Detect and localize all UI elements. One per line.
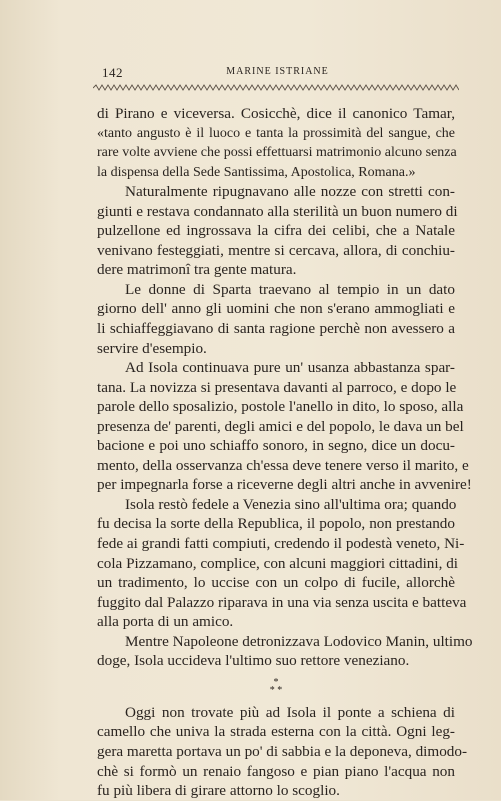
text-line: un tradimento, lo uccise con un colpo di fucile, allorchè xyxy=(97,574,455,592)
text-line: la dispensa della Sede Santissima, Apostolica, Romana.» xyxy=(97,164,416,180)
running-head: MARINE ISTRIANE xyxy=(226,66,329,77)
text-line: fu decisa la sorte della Republica, il popolo, non prestando xyxy=(97,515,455,533)
text-line: Le donne di Sparta traevano al tempio in un dato xyxy=(125,280,455,298)
text-line: Naturalmente ripugnavano alle nozze con stretti con- xyxy=(125,183,455,201)
text-line: Mentre Napoleone detronizzava Lodovico Manin, ultimo xyxy=(125,632,473,650)
text-line: per impegnarla forse a riceverne degli altri anche in avvenire! xyxy=(97,476,472,494)
text-line: dere matrimonî tra gente matura. xyxy=(97,261,297,279)
text-line: mento, della osservanza ch'essa deve tenere verso il marito, e xyxy=(97,456,469,474)
text-line: di Pirano e viceversa. Cosicchè, dice il canonico Tamar, xyxy=(97,105,455,122)
text-line: doge, Isola uccideva l'ultimo suo rettore veneziano. xyxy=(97,652,410,670)
page-number: 142 xyxy=(102,65,123,80)
page-header xyxy=(90,65,465,83)
text-line: servire d'esempio. xyxy=(97,339,207,357)
asterism-top: * xyxy=(273,676,279,688)
section-asterism xyxy=(97,671,455,703)
text-line: parole dello sposalizio, postole l'anello in dito, lo sposo, alla xyxy=(97,398,464,416)
text-line: pulzellone ed ingrossava la cifra dei celibi, che a Natale xyxy=(97,222,455,240)
text-line: fede ai grandi fatti compiuti, credendo il podestà veneto, Ni- xyxy=(97,535,465,553)
text-line: «tanto angusto è il luoco e tanta la prossimità del sangue, che xyxy=(97,125,455,141)
text-line: camello che univa la strada esterna con la città. Ogni leg- xyxy=(97,723,455,741)
text-line: gera maretta portava un po' di sabbia e la deponeva, dimodo- xyxy=(97,742,468,760)
body-text xyxy=(97,104,473,801)
text-line: presenza de' parenti, degli amici e del popolo, le dava un bel xyxy=(97,417,464,435)
text-line: fuggito dal Palazzo riparava in una via senza uscita e batteva xyxy=(97,593,467,611)
text-line: chè si formò un renaio fangoso e pian piano l'acqua non xyxy=(97,762,455,780)
text-line: fu più libera di girare attorno lo scoglio. xyxy=(97,782,340,800)
text-line: Ad Isola continuava pure un' usanza abbastanza spar- xyxy=(125,359,455,377)
text-line: Oggi non trovate più ad Isola il ponte a schiena di xyxy=(125,703,455,721)
asterism-bottom: * * xyxy=(269,684,283,696)
text-line: bacione e poi uno schiaffo sonoro, in segno, dice un docu- xyxy=(97,437,455,455)
text-line: li schiaffeggiavano di santa ragione perchè non avessero a xyxy=(97,320,455,338)
text-line: cola Pizzamano, complice, con alcuni maggiori cittadini, di xyxy=(97,554,459,572)
text-line: venivano festeggiati, mentre si cercava, allora, di conchiu- xyxy=(97,241,455,259)
text-line: Isola restò fedele a Venezia sino all'ultima ora; quando xyxy=(125,495,457,513)
decorative-wavy-rule xyxy=(93,84,459,92)
text-line: alla porta di un amico. xyxy=(97,613,234,631)
text-line: rare volte avviene che possi effettuarsi matrimonio alcuno senza xyxy=(97,145,457,161)
text-line: tana. La novizza si presentava davanti al parroco, e dopo le xyxy=(97,378,457,396)
text-line: giorno dell' anno gli uomini che non s'erano ammogliati e xyxy=(97,300,455,318)
text-line: giunti e restava condannato alla sterilità un buon numero di xyxy=(97,202,458,220)
